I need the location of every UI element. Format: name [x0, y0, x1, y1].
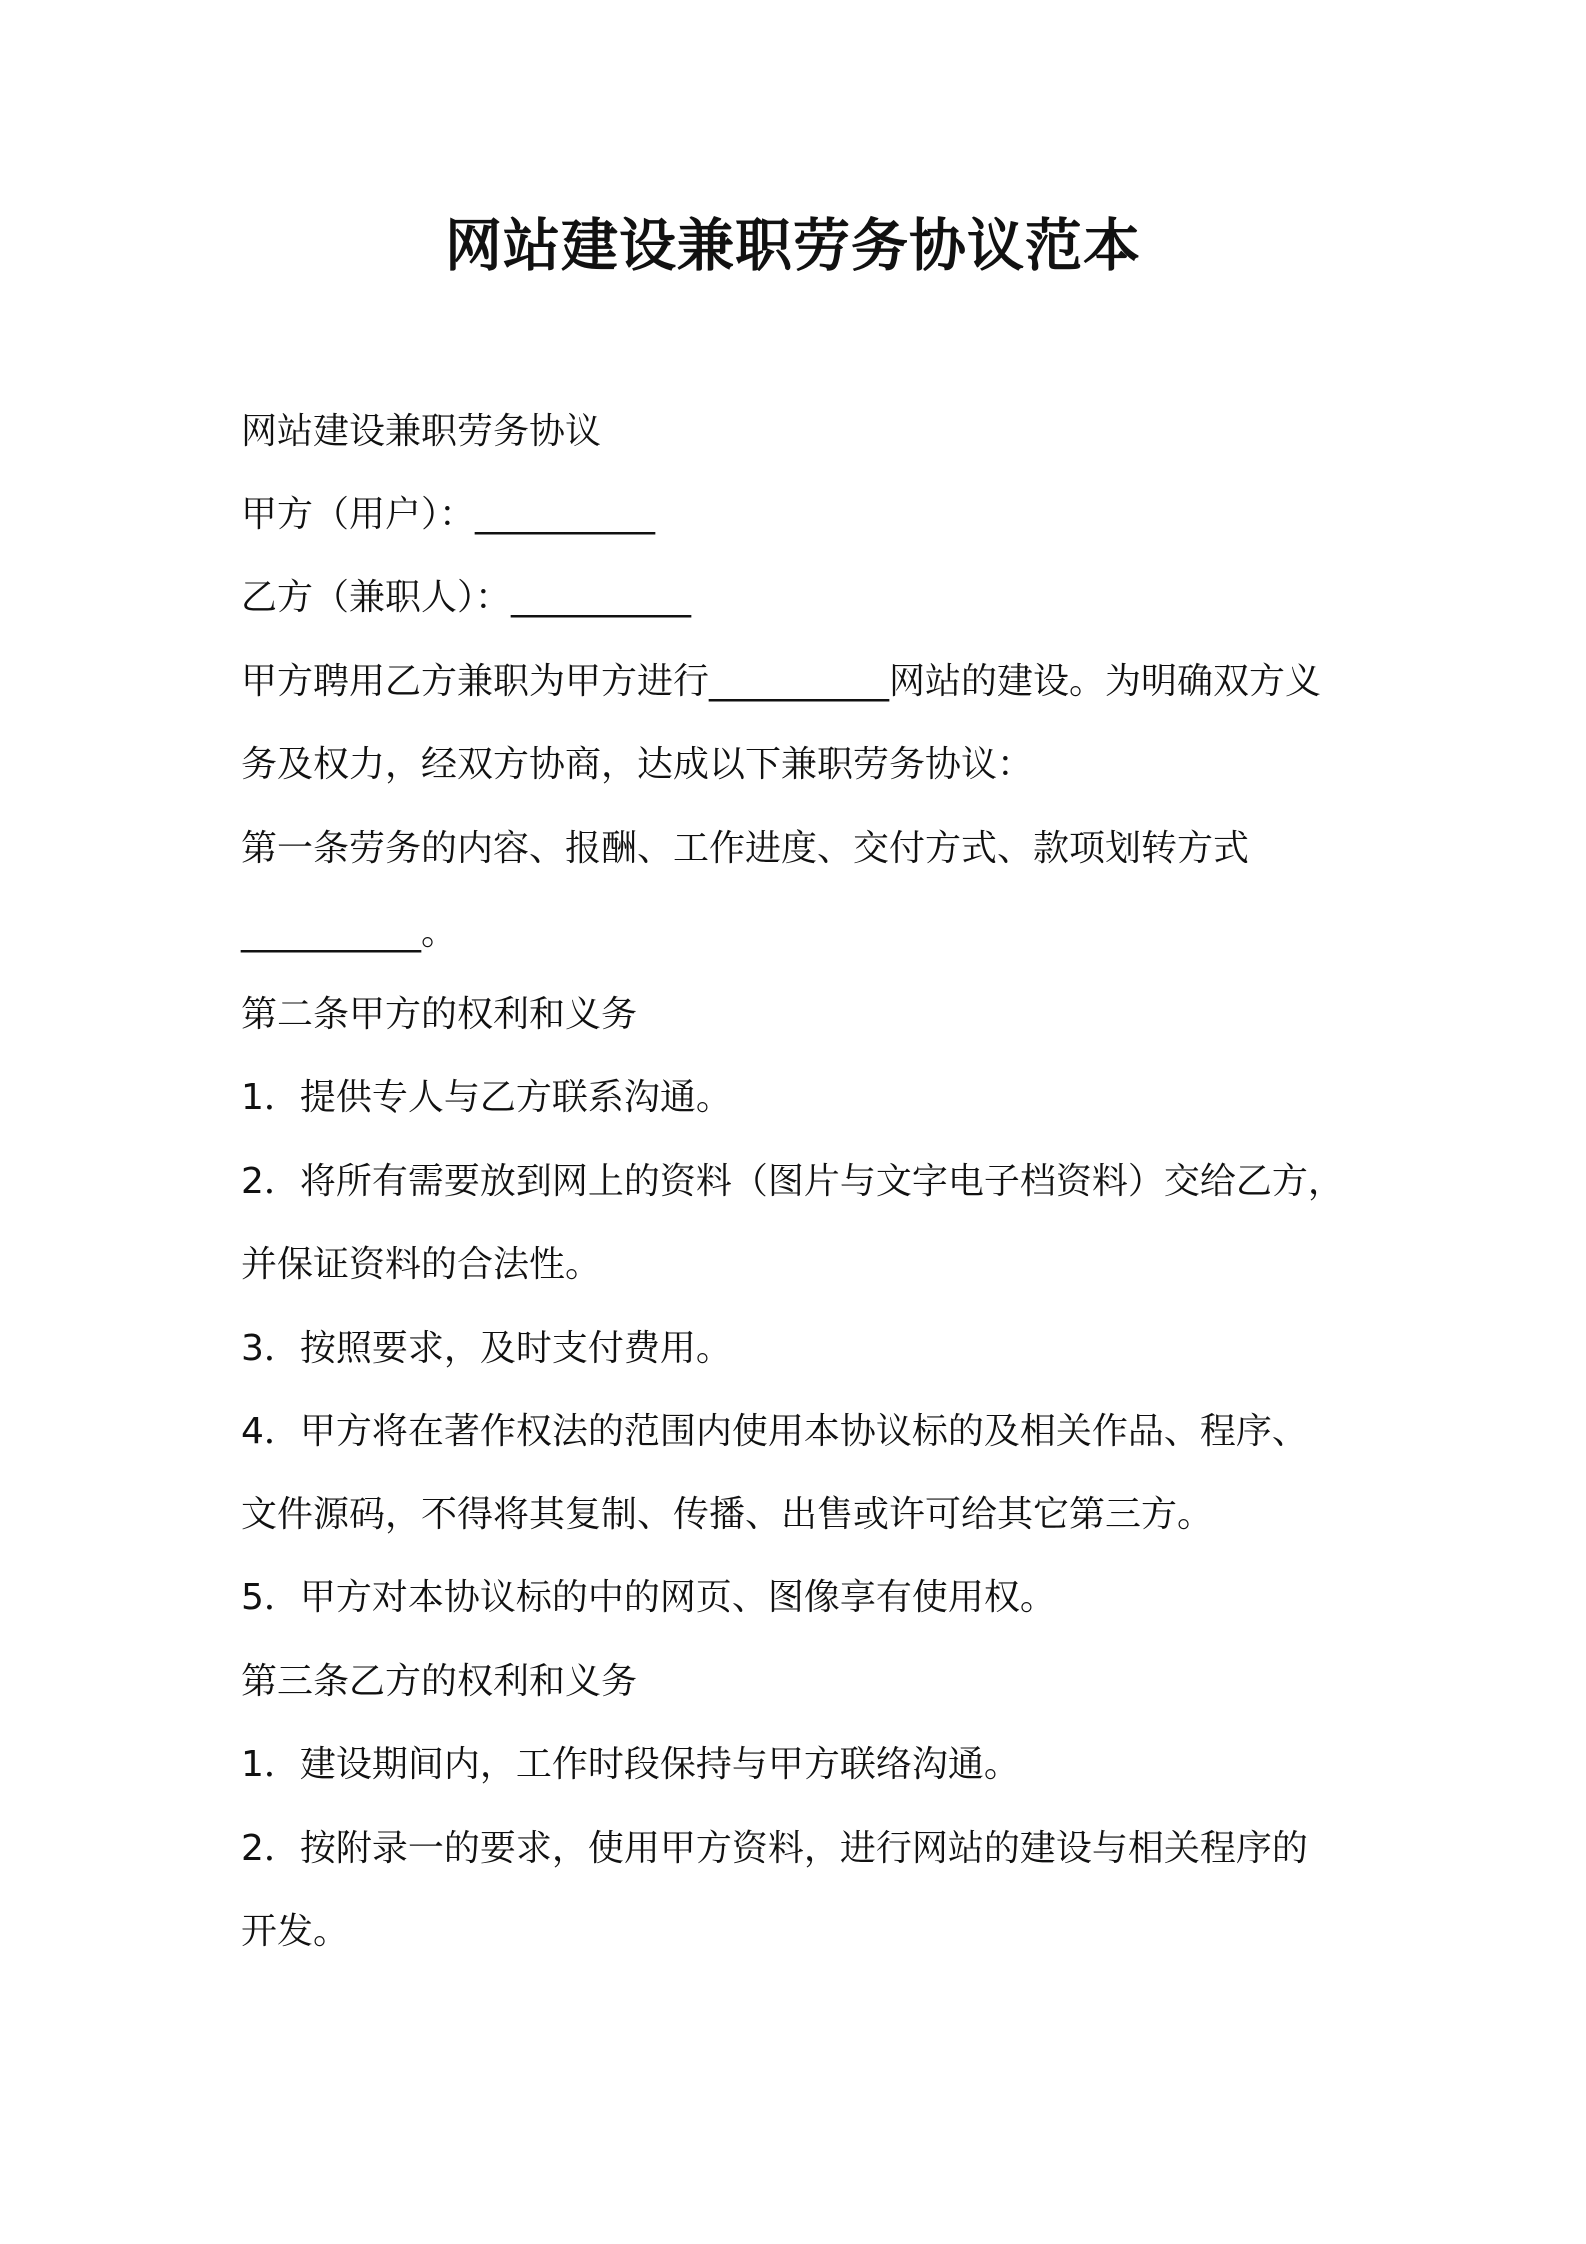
intro-paragraph-line-1: 甲方聘用乙方兼职为甲方进行__________网站的建设。为明确双方义 — [241, 661, 1322, 702]
article-2-item-3: 3．按照要求，及时支付费用。 — [241, 1328, 732, 1369]
article-3-item-1: 1．建设期间内，工作时段保持与甲方联络沟通。 — [241, 1744, 1020, 1785]
document-title: 网站建设兼职劳务协议范本 — [445, 213, 1141, 279]
article-1-blank: __________。 — [241, 912, 458, 953]
intro-paragraph-line-2: 务及权力，经双方协商，达成以下兼职劳务协议： — [241, 744, 1034, 785]
article-3-heading: 第三条乙方的权利和义务 — [241, 1661, 638, 1702]
party-a-line: 甲方（用户）：__________ — [241, 494, 656, 535]
article-2-item-4-line-1: 4．甲方将在著作权法的范围内使用本协议标的及相关作品、程序、 — [241, 1411, 1308, 1452]
party-b-line: 乙方（兼职人）：__________ — [241, 577, 692, 618]
article-2-heading: 第二条甲方的权利和义务 — [241, 994, 638, 1035]
article-3-item-2-line-1: 2．按附录一的要求，使用甲方资料，进行网站的建设与相关程序的 — [241, 1828, 1308, 1869]
agreement-subtitle: 网站建设兼职劳务协议 — [241, 411, 602, 452]
article-2-item-4-line-2: 文件源码，不得将其复制、传播、出售或许可给其它第三方。 — [241, 1494, 1214, 1535]
article-2-item-2-line-2: 并保证资料的合法性。 — [241, 1244, 602, 1285]
article-1-heading: 第一条劳务的内容、报酬、工作进度、交付方式、款项划转方式 — [241, 828, 1250, 869]
article-2-item-2-line-1: 2．将所有需要放到网上的资料（图片与文字电子档资料）交给乙方， — [241, 1161, 1344, 1202]
article-3-item-2-line-2: 开发。 — [241, 1911, 350, 1952]
article-2-item-5: 5．甲方对本协议标的中的网页、图像享有使用权。 — [241, 1577, 1056, 1618]
article-2-item-1: 1．提供专人与乙方联系沟通。 — [241, 1077, 732, 1118]
